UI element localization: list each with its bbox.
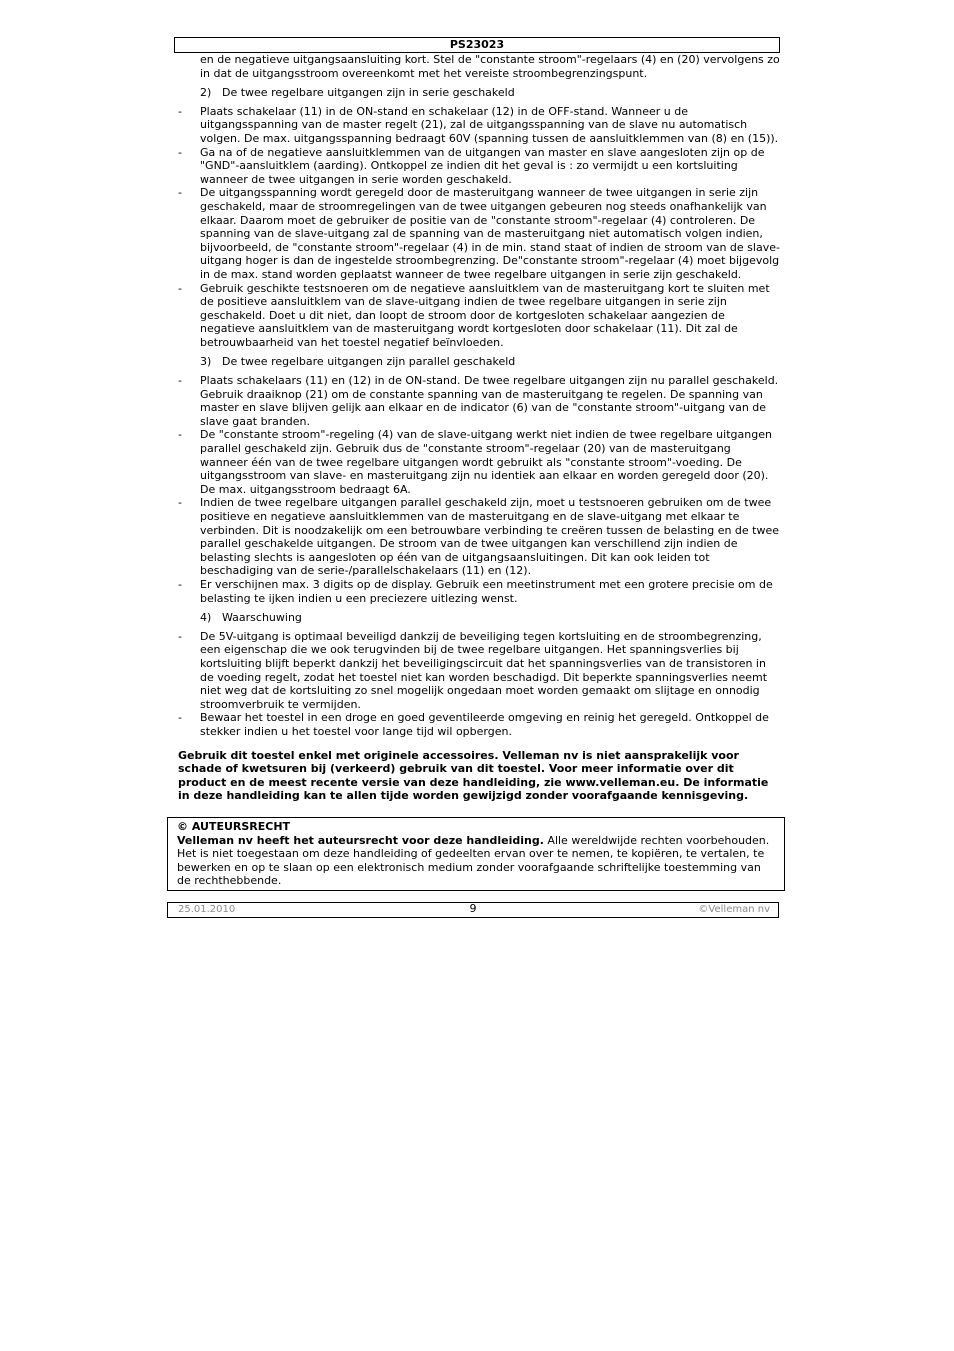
list-item-text: Er verschijnen max. 3 digits op de display. Gebruik een meetinstrument met een grotere precisie om de belasting te ijken indien u een preciezere uitlezing wenst.: [200, 577, 773, 605]
page-footer: [167, 902, 779, 918]
copyright-lead: Velleman nv heeft het auteursrecht voor deze handleiding.: [177, 833, 544, 847]
section-3-heading: [178, 355, 780, 369]
section-title: Waarschuwing: [222, 611, 302, 625]
list-item: [178, 186, 780, 281]
copyright-box: [167, 817, 785, 891]
copyright-title: © AUTEURSRECHT: [177, 820, 291, 833]
list-item-text: Plaats schakelaar (11) in de ON-stand en schakelaar (12) in de OFF-stand. Wanneer u de uitgangsspanning van de master regelt (21), zal de uitgangsspanning van de slave nu automatisch volgen. De max. uitgangsspanning bedraagt 60V (spanning tussen de aansluitklemmen van (8) en (15)).: [200, 104, 779, 145]
bullet-dash: -: [178, 577, 182, 591]
footer-date: 25.01.2010: [178, 904, 236, 915]
list-item-text: Ga na of de negatieve aansluitklemmen van de uitgangen van master en slave aangesloten zijn op de "GND"-aansluitklem (aarding). Ontkoppel ze indien dit het geval is : zo vermijdt u een kortsluiting wanneer de twee uitgangen in serie worden geschakeld.: [200, 145, 765, 186]
list-item: [178, 428, 780, 496]
bullet-dash: -: [178, 496, 182, 510]
section-title: De twee regelbare uitgangen zijn parallel geschakeld: [222, 355, 516, 369]
list-item-text: De uitgangsspanning wordt geregeld door de masteruitgang wanneer de twee uitgangen in serie zijn geschakeld, maar de stroomregelingen van de twee uitgangen gebeuren nog steeds onafhankelijk van elkaar. Daarom moet de gebruiker de positie van de "constante stroom"-regelaar (4) controleren. De spanning van de slave-uitgang zal de spanning van de masteruitgang niet automatisch volgen indien, bijvoorbeeld, de "constante stroom"-regelaar (4) in de min. stand staat of indien de stroom van de slave-uitgang hoger is dan de ingestelde stroombegrenzing. De"constante stroom"-regelaar (4) moet bijgevolg in de max. stand worden geplaatst wanneer de twee regelbare uitgangen in serie zijn geschakeld.: [200, 186, 780, 281]
list-item-text: Indien de twee regelbare uitgangen parallel geschakeld zijn, moet u testsnoeren gebruiken om de twee positieve en negatieve aansluitklemmen van de masteruitgang en de slave-uitgang met elkaar te verbinden. Dit is noodzakelijk om een betrouwbare verbinding te creëren tussen de belasting en de twee parallel geschakelde uitgangen. De stroom van de twee uitgangen kan verschillend zijn indien de belasting slechts is aangesloten op één van de uitgangsaansluitingen. Dit kan ook leiden tot beschadiging van de serie-/parallelschakelaars (11) en (12).: [200, 496, 780, 578]
page-number: 9: [469, 902, 477, 915]
list-item-text: Plaats schakelaars (11) en (12) in de ON-stand. De twee regelbare uitgangen zijn nu parallel geschakeld. Gebruik draaiknop (21) om de constante spanning van de masteruitgang te regelen. De spanning van master en slave blijven gelijk aan elkaar en de indicator (6) van de "constante stroom"-uitgang van de slave gaat branden.: [200, 374, 779, 428]
section-number: 3): [200, 355, 212, 369]
list-item-text: Gebruik geschikte testsnoeren om de negatieve aansluitklem van de masteruitgang kort te sluiten met de positieve aansluitklem van de slave-uitgang indien de twee regelbare uitgangen in serie zijn geschakeld. Doet u dit niet, dan loopt de stroom door de kortgesloten schakelaar aangezien de negatieve aansluitklem van de masteruitgang wordt kortgesloten door schakelaar (11). Dit zal de betrouwbaarheid van het toestel negatief beïnvloeden.: [200, 281, 770, 349]
section-4-list: [178, 630, 780, 739]
disclaimer-paragraph: Gebruik dit toestel enkel met originele accessoires. Velleman nv is niet aansprakelijk voor schade of kwetsuren bij (verkeerd) gebruik van dit toestel. Voor meer informatie over dit product en de meest recente versie van deze handleiding, zie www.velleman.eu. De informatie in deze handleiding kan te allen tijde worden gewijzigd zonder voorafgaande kennisgeving.: [178, 748, 769, 803]
list-item-text: De "constante stroom"-regeling (4) van de slave-uitgang werkt niet indien de twee regelbare uitgangen parallel geschakeld zijn. Gebruik dus de "constante stroom"-regelaar (20) van de masteruitgang wanneer één van de twee regelbare uitgangen wordt gebruikt als "constante stroom"-voeding. De uitgangsstroom van slave- en masteruitgang zijn nu identiek aan elkaar en worden geregeld door (20). De max. uitgangsstroom bedraagt 6A.: [200, 428, 772, 496]
section-4-heading: [178, 611, 780, 625]
copyright-body: Alle wereldwijde rechten voorbehouden. Het is niet toegestaan om deze handleiding of gedeelten ervan over te nemen, te kopiëren, te vertalen, te bewerken en op te slaan op een elektronisch medium zonder voorafgaande schriftelijke toestemming van de rechthebbende.: [177, 833, 770, 888]
section-title: De twee regelbare uitgangen zijn in serie geschakeld: [222, 86, 515, 100]
section-number: 4): [200, 611, 212, 625]
list-item: [178, 374, 780, 428]
model-number: PS23023: [449, 38, 505, 51]
list-item: [178, 105, 780, 146]
section-2-heading: [178, 86, 780, 100]
list-item: [178, 578, 780, 605]
bullet-dash: -: [178, 428, 182, 442]
section-2-list: [178, 105, 780, 350]
manual-body: [178, 53, 780, 803]
footer-copyright: ©Velleman nv: [698, 904, 770, 915]
bullet-dash: -: [178, 104, 182, 118]
list-item-text: Bewaar het toestel in een droge en goed geventileerde omgeving en reinig het geregeld. Ontkoppel de stekker indien u het toestel voor lange tijd wil opbergen.: [200, 711, 769, 738]
bullet-dash: -: [178, 281, 182, 295]
intro-paragraph: en de negatieve uitgangsaansluiting kort. Stel de "constante stroom"-regelaars (4) en (20) vervolgens zo in dat de uitgangsstroom overeenkomt met het vereiste stroombegrenzingspunt.: [200, 53, 780, 80]
list-item: [178, 282, 780, 350]
document-header: [174, 37, 780, 53]
section-number: 2): [200, 86, 212, 100]
copyright-text: [177, 834, 776, 888]
list-item: [178, 711, 780, 738]
list-item: [178, 630, 780, 712]
section-3-list: [178, 374, 780, 605]
list-item: [178, 496, 780, 578]
bullet-dash: -: [178, 711, 182, 725]
bullet-dash: -: [178, 629, 182, 643]
bullet-dash: -: [178, 145, 182, 159]
list-item: [178, 146, 780, 187]
bullet-dash: -: [178, 374, 182, 388]
list-item-text: De 5V-uitgang is optimaal beveiligd dankzij de beveiliging tegen kortsluiting en de stroombegrenzing, een eigenschap die we ook terugvinden bij de twee regelbare uitgangen. Het spanningsverlies bij kortsluiting blijft beperkt dankzij het beveiligingscircuit dat het spanningsverlies van de transistoren in de voeding regelt, zodat het toestel niet kan worden beschadigd. Dit beperkte spanningsverlies neemt niet weg dat de kortsluiting zo snel mogelijk ongedaan moet worden gemaakt om slijtage en onnodig stroomverbruik te vermijden.: [200, 629, 768, 711]
bullet-dash: -: [178, 186, 182, 200]
